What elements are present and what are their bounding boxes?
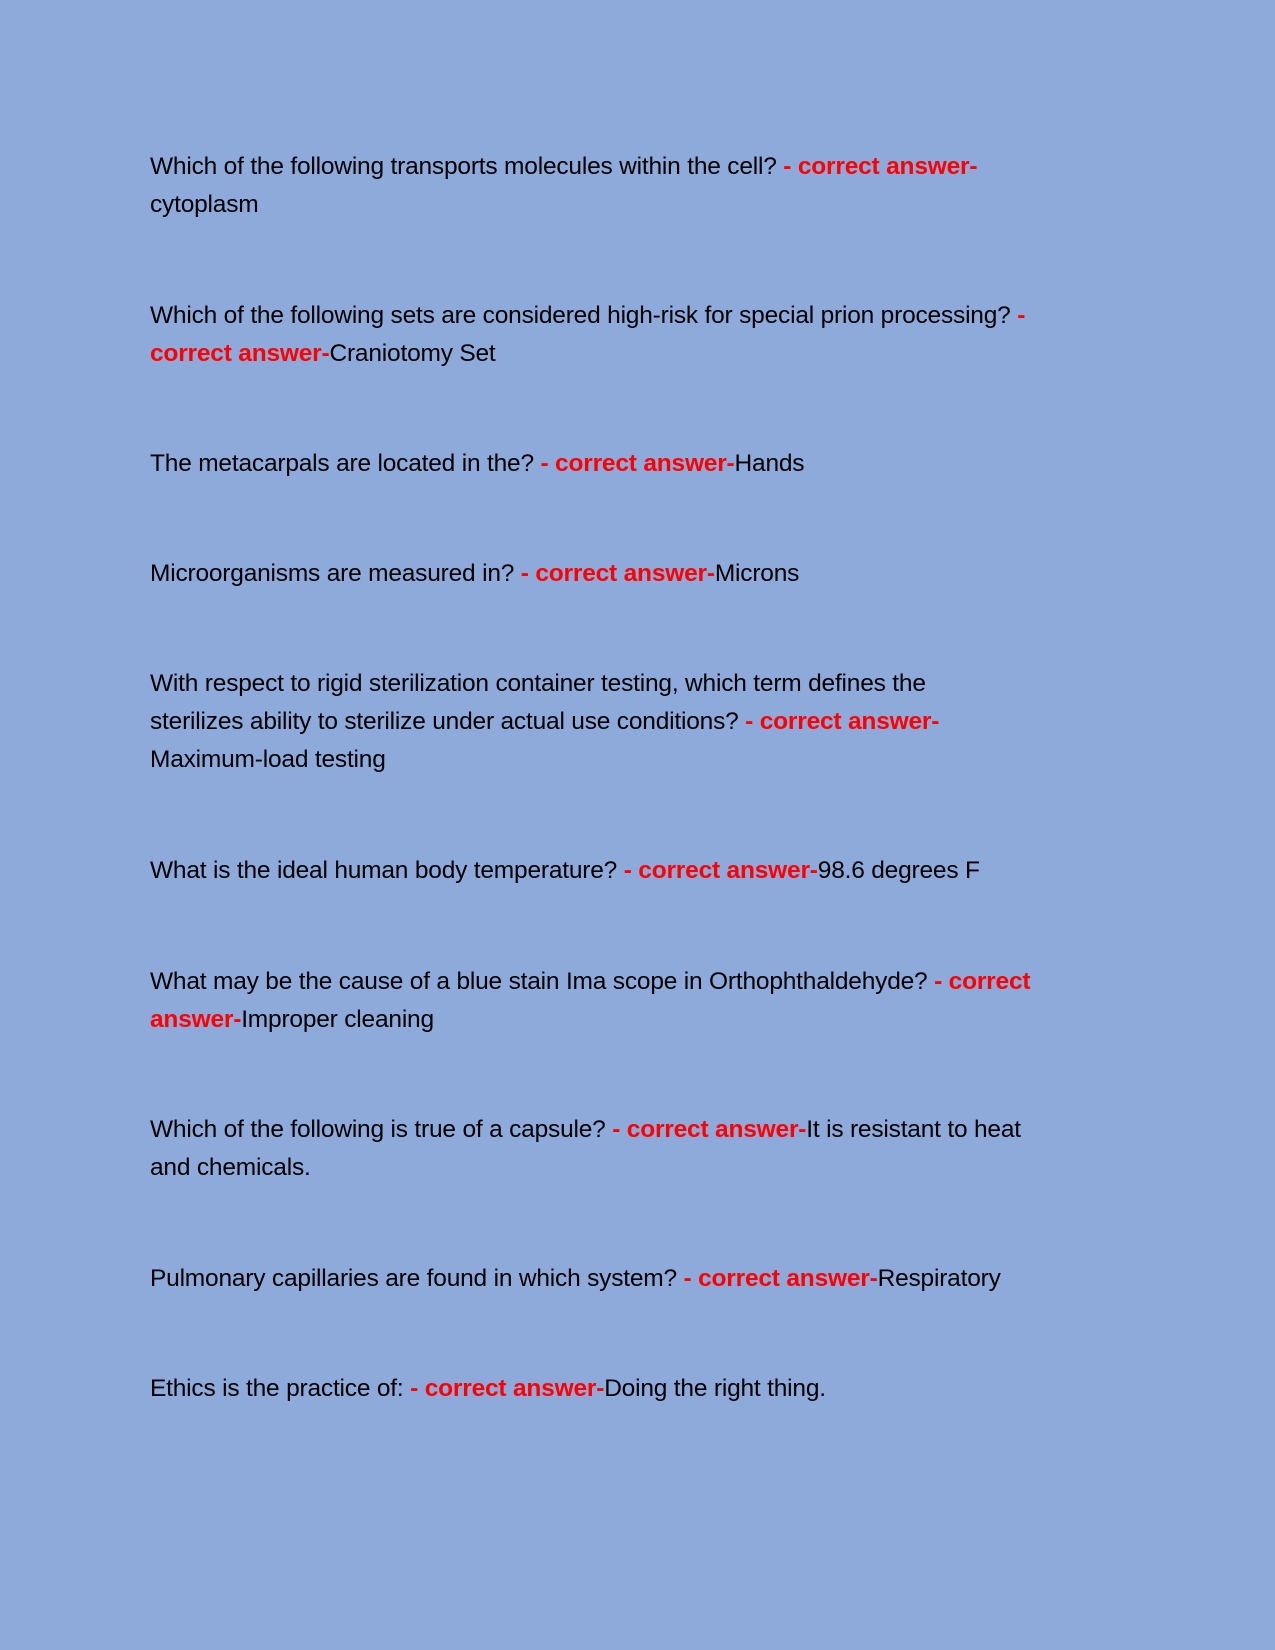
answer-text: Maximum-load testing (150, 746, 386, 773)
answer-text: It is resistant to heat and chemicals. (150, 1116, 1021, 1181)
correct-answer-marker: - correct answer- (783, 153, 978, 180)
correct-answer-marker: - correct answer- (683, 1265, 878, 1292)
correct-answer-marker: - correct answer- (612, 1116, 807, 1143)
question-text: The metacarpals are located in the? (150, 450, 541, 477)
answer-text: 98.6 degrees F (817, 857, 980, 884)
correct-answer-marker: - (1017, 302, 1026, 329)
qa-item-8 (150, 1111, 1135, 1187)
qa-item-9 (150, 1260, 1135, 1298)
answer-text: Doing the right thing. (604, 1375, 826, 1402)
question-text: Which of the following is true of a capsule? (150, 1116, 613, 1143)
answer-text: Respiratory (877, 1265, 1001, 1292)
question-text: What may be the cause of a blue stain Ima scope in Orthophthaldehyde? (150, 968, 935, 995)
question-text: With respect to rigid sterilization container testing, which term defines the sterilizes ability to sterilize under actual use conditions? (150, 670, 926, 735)
qa-item-7 (150, 963, 1135, 1039)
qa-item-6 (150, 852, 1135, 890)
correct-answer-marker: - correct answer- (745, 708, 940, 735)
qa-item-4 (150, 555, 1135, 593)
question-text: Pulmonary capillaries are found in which system? (150, 1265, 684, 1292)
correct-answer-marker: correct answer- (150, 340, 330, 367)
question-text: Which of the following sets are considered high-risk for special prion processing? (150, 302, 1018, 329)
answer-text: Microns (714, 560, 800, 587)
qa-item-10 (150, 1370, 1135, 1408)
qa-item-2 (150, 297, 1135, 373)
answer-text: Hands (734, 450, 805, 477)
qa-item-5 (150, 665, 1135, 779)
correct-answer-marker: - correct answer- (520, 560, 715, 587)
qa-item-3 (150, 445, 1135, 483)
question-text: Microorganisms are measured in? (150, 560, 521, 587)
answer-text: cytoplasm (150, 191, 259, 218)
question-text: Which of the following transports molecules within the cell? (150, 153, 784, 180)
correct-answer-marker: - correct answer- (410, 1375, 605, 1402)
correct-answer-marker: - correct answer- (540, 450, 735, 477)
question-text: Ethics is the practice of: (150, 1375, 411, 1402)
question-text: What is the ideal human body temperature? (150, 857, 624, 884)
qa-item-1 (150, 148, 1135, 224)
answer-text: Improper cleaning (241, 1006, 434, 1033)
correct-answer-marker: - correct (934, 968, 1031, 995)
correct-answer-marker: - correct answer- (623, 857, 818, 884)
answer-text: Craniotomy Set (329, 340, 496, 367)
correct-answer-marker: answer- (150, 1006, 242, 1033)
